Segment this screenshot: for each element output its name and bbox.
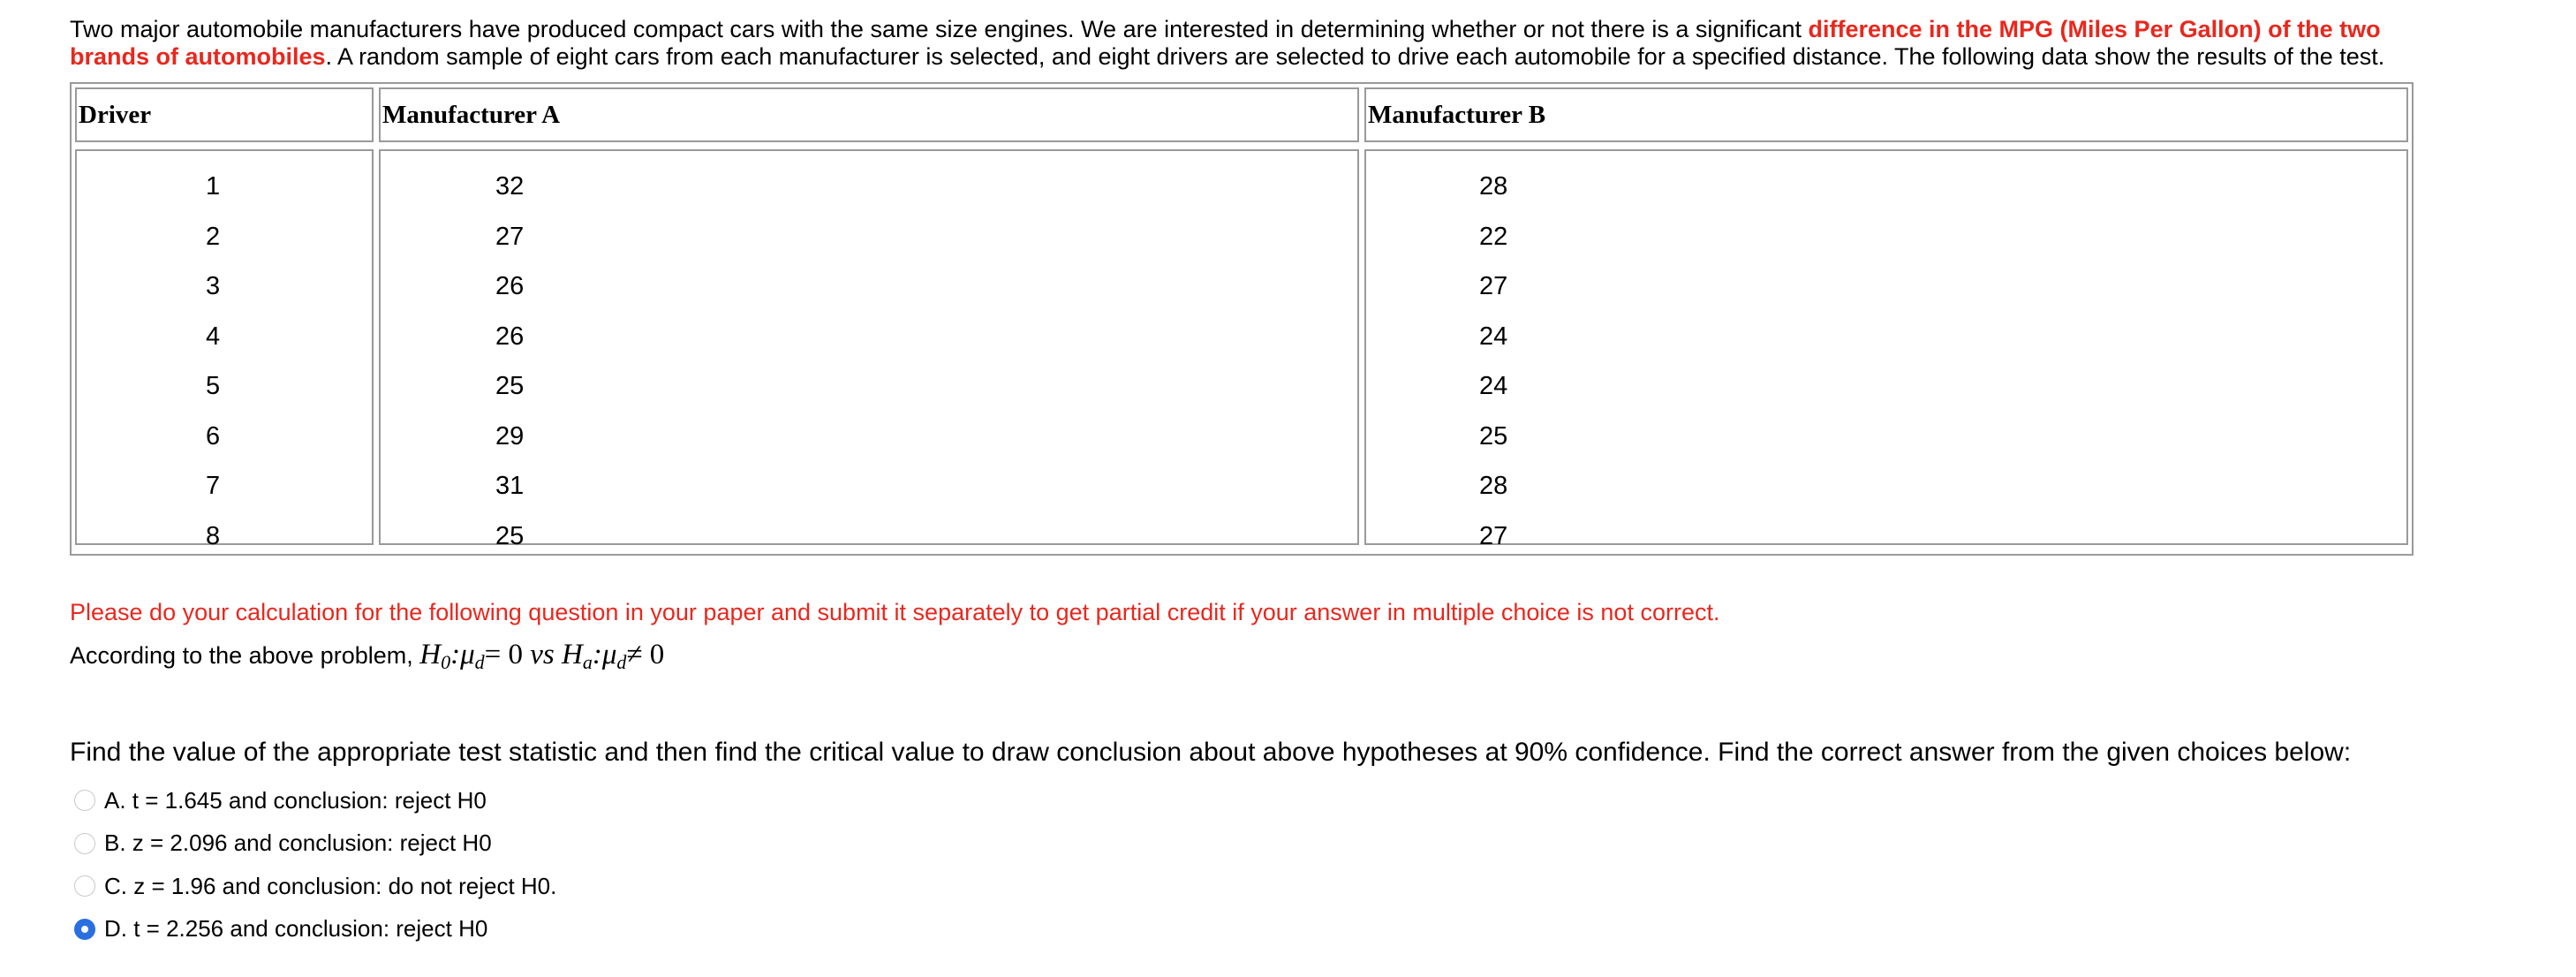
table-cell: 7: [206, 472, 221, 500]
h-symbol: H: [419, 639, 442, 670]
hypothesis-math: [419, 639, 665, 673]
question-text: Find the value of the appropriate test statistic and then find the critical value to draw conclusion about above hypotheses at 90% confidence. Find the correct answer from the given choices below:: [70, 738, 2352, 767]
table-cell: 28: [1479, 472, 1508, 500]
table-cell: 2: [206, 222, 221, 251]
table-cell: 24: [1479, 372, 1508, 400]
table-cell: 25: [1479, 421, 1508, 451]
radio-button[interactable]: [74, 875, 95, 897]
equals-zero: = 0: [484, 639, 531, 670]
table-cell: 5: [206, 372, 221, 400]
hypothesis-statement: [70, 639, 664, 671]
mu-symbol: :μ: [592, 639, 617, 670]
table-cell: 4: [206, 322, 221, 351]
table-cell: 6: [206, 421, 221, 451]
hypothesis-lead: According to the above problem,: [70, 642, 420, 669]
table-cell: 8: [206, 521, 221, 550]
header-manufacturer-a: Manufacturer A: [379, 87, 1359, 142]
table-cell: 22: [1479, 222, 1508, 251]
table-body: [75, 149, 2408, 550]
table-cell: 32: [495, 172, 525, 201]
mu-symbol: :μ: [450, 639, 475, 670]
table-cell: 25: [495, 521, 525, 550]
table-cell: 26: [495, 272, 525, 300]
ha-subscript: a: [582, 651, 593, 673]
answer-choices: [74, 779, 556, 950]
table-cell: 26: [495, 322, 525, 351]
intro-text-end: . A random sample of eight cars from each manufacturer is selected, and eight drivers are selected to drive each automobile for a specified distance. The following data show the results of the test.: [325, 43, 2385, 70]
choice-label: C. z = 1.96 and conclusion: do not reject H0.: [104, 872, 557, 899]
vs-text: vs: [530, 639, 555, 670]
partial-credit-note: Please do your calculation for the following question in your paper and submit it separately to get partial credit if your answer in multiple choice is not correct.: [70, 599, 1720, 625]
table-cell: 27: [1479, 272, 1508, 300]
intro-highlight: difference in the MPG (Miles Per Gallon) of the two brands of automobiles: [70, 16, 2381, 70]
radio-button[interactable]: [74, 790, 95, 811]
radio-button[interactable]: [74, 919, 95, 940]
table-header: [75, 87, 2408, 142]
choice-d[interactable]: [74, 908, 556, 951]
header-manufacturer-b: Manufacturer B: [1364, 87, 2408, 142]
choice-label: B. z = 2.096 and conclusion: reject H0: [104, 829, 492, 857]
choice-label: A. t = 1.645 and conclusion: reject H0: [104, 786, 487, 814]
table-cell: 27: [1479, 521, 1508, 550]
h-symbol: H: [562, 639, 583, 670]
header-driver: Driver: [75, 87, 374, 142]
table-cell: 27: [495, 222, 525, 251]
radio-button[interactable]: [74, 833, 95, 854]
table-cell: 31: [495, 472, 525, 500]
choice-c[interactable]: [74, 865, 556, 908]
problem-intro: [70, 16, 2436, 71]
table-cell: 29: [495, 421, 525, 451]
h0-subscript: 0: [441, 651, 451, 673]
data-table: [70, 82, 2414, 556]
d-subscript: d: [474, 651, 485, 673]
table-cell: 25: [495, 372, 525, 400]
manufacturer-a-column: [379, 149, 1359, 550]
not-equal-zero: ≠ 0: [626, 639, 665, 670]
table-cell: 24: [1479, 322, 1508, 351]
choice-label: D. t = 2.256 and conclusion: reject H0: [104, 915, 488, 943]
driver-column: [75, 149, 374, 550]
table-cell: 3: [206, 272, 221, 300]
choice-a[interactable]: [74, 779, 556, 822]
choice-b[interactable]: [74, 822, 556, 866]
intro-text-start: Two major automobile manufacturers have produced compact cars with the same size engines. We are interested in determining whether or not there is a significant: [70, 16, 1809, 42]
table-cell: 28: [1479, 172, 1508, 201]
d-subscript: d: [616, 651, 627, 673]
table-cell: 1: [206, 172, 221, 201]
manufacturer-b-column: [1364, 149, 2408, 550]
